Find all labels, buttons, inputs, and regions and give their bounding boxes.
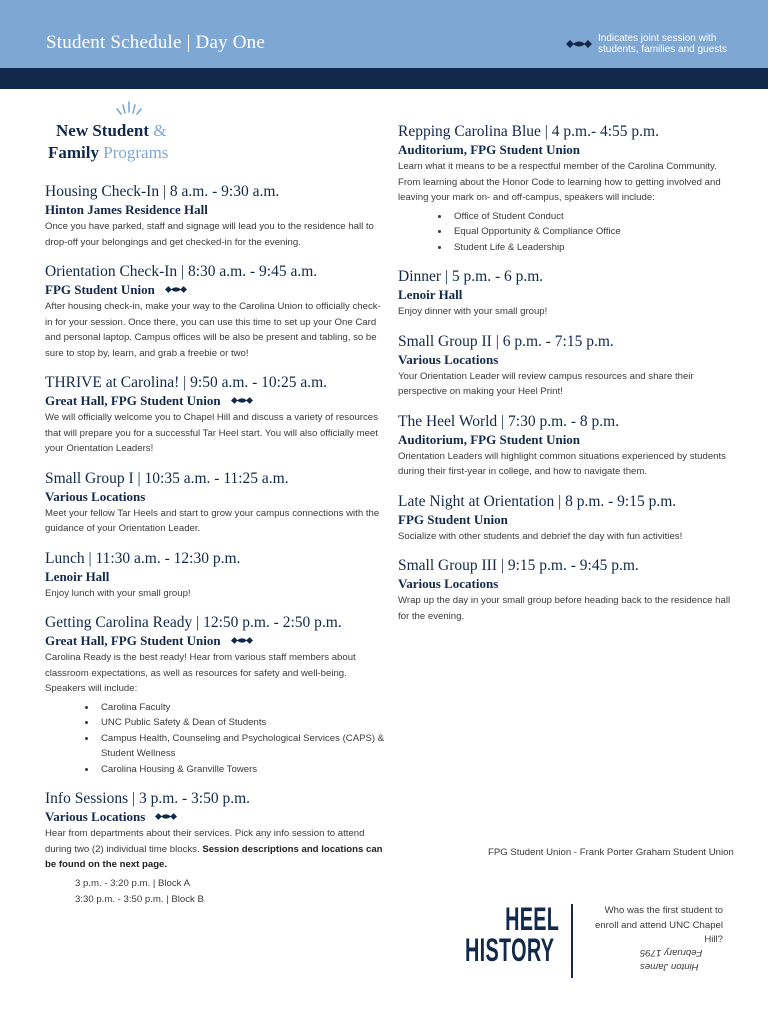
answer-date: February 1795 (640, 947, 703, 959)
session-location: Great Hall, FPG Student Union (45, 633, 221, 648)
joint-session-icon (231, 636, 253, 645)
session-location: Lenoir Hall (45, 568, 110, 584)
heel-history-answer (640, 946, 724, 973)
session-description: Enjoy lunch with your small group! (45, 587, 191, 599)
session-title: Small Group I | 10:35 a.m. - 11:25 a.m. (45, 469, 289, 487)
session-small-group-3 (398, 556, 738, 624)
session-description: We will officially welcome you to Chapel Hill and discuss a variety of resources that will prepare you for a successful Tar Heel start. You will also officially meet your Orientation Leaders! (45, 412, 378, 454)
session-small-group-2 (398, 332, 738, 400)
header-bar (0, 0, 768, 68)
session-location: Auditorium, FPG Student Union (398, 142, 581, 157)
session-description: Once you have parked, staff and signage will lead you to the residence hall to drop-off your belongings and get checked-in for the evening. (45, 221, 374, 248)
session-location: Great Hall, FPG Student Union (45, 393, 221, 408)
session-title: The Heel World | 7:30 p.m. - 8 p.m. (398, 412, 620, 430)
session-the-heel-world (398, 412, 738, 480)
session-location: Lenoir Hall (398, 287, 463, 302)
session-title: Dinner | 5 p.m. - 6 p.m. (398, 268, 544, 285)
list-item: • Carolina Faculty (97, 700, 385, 716)
session-description: Your Orientation Leader will review campus resources and share their perspective on making your Heel Print! (398, 370, 694, 397)
session-location: FPG Student Union (45, 282, 155, 297)
list-item: • Campus Health, Counseling and Psychological Services (CAPS) & Student Wellness (97, 731, 385, 762)
session-description: Wrap up the day in your small group before heading back to the residence hall for the evening. (398, 595, 731, 622)
logo-new-student: New Student (56, 121, 150, 140)
session-location: Auditorium, FPG Student Union (398, 431, 581, 447)
time-blocks (45, 876, 385, 908)
list-item: • UNC Public Safety & Dean of Students (97, 715, 385, 731)
session-info-sessions (45, 789, 385, 908)
session-location: Various Locations (398, 351, 499, 367)
time-block-a: 3 p.m. - 3:20 p.m. | Block A (75, 877, 190, 889)
right-column-schedule (398, 122, 738, 636)
session-description: Learn what it means to be a respectful member of the Carolina Community. From learning about the Honor Code to learning how to getting involved and leaving your mark on- and off-campus, speakers will include: (398, 161, 721, 203)
session-location: Various Locations (45, 488, 146, 504)
list-item: • Carolina Housing & Granville Towers (97, 762, 385, 778)
fpg-footnote: FPG Student Union - Frank Porter Graham Student Union (488, 847, 734, 858)
session-title: Lunch | 11:30 a.m. - 12:30 p.m. (45, 549, 241, 567)
session-title: Repping Carolina Blue | 4 p.m.- 4:55 p.m. (398, 123, 659, 140)
sun-rays-icon (114, 100, 144, 116)
answer-name: Hinton James (640, 961, 699, 972)
speaker-list (45, 700, 385, 778)
navy-divider-bar (0, 68, 768, 89)
heel-history-wordmark (465, 901, 560, 968)
joint-session-legend (566, 33, 727, 55)
session-thrive-at-carolina (45, 373, 385, 457)
logo-family: Family (48, 143, 99, 162)
session-title: Small Group III | 9:15 p.m. - 9:45 p.m. (398, 557, 639, 574)
heel-history-line1: HEEL (505, 901, 560, 937)
session-description: Carolina Ready is the best ready! Hear from various staff members about classroom expectations, as well as resources for safety and well-being. Speakers will include: (45, 652, 356, 694)
session-location: Various Locations (45, 809, 146, 824)
list-item: • Equal Opportunity & Compliance Office (450, 224, 738, 240)
session-location: FPG Student Union (398, 511, 508, 527)
list-item: • Office of Student Conduct (450, 209, 738, 225)
time-block-b: 3:30 p.m. - 3:50 p.m. | Block B (75, 893, 204, 905)
session-late-night-at-orientation (398, 492, 738, 545)
legend-text-line2: students, families and guests (598, 44, 727, 55)
session-title: Getting Carolina Ready | 12:50 p.m. - 2:50 p.m. (45, 614, 342, 631)
session-title: Housing Check-In | 8 a.m. - 9:30 a.m. (45, 183, 280, 200)
session-description: Enjoy dinner with your small group! (398, 306, 548, 317)
session-title: Orientation Check-In | 8:30 a.m. - 9:45 a.m. (45, 263, 318, 280)
session-title: THRIVE at Carolina! | 9:50 a.m. - 10:25 a.m. (45, 374, 328, 391)
list-item: • Student Life & Leadership (450, 240, 738, 256)
legend-text-line1: Indicates joint session with (598, 33, 717, 44)
left-column-schedule (45, 182, 385, 920)
session-repping-carolina-blue (398, 122, 738, 255)
session-small-group-1 (45, 469, 385, 537)
joint-session-icon (165, 285, 187, 294)
session-orientation-check-in (45, 262, 385, 361)
page-title: Student Schedule | Day One (46, 32, 266, 53)
session-lunch (45, 549, 385, 602)
session-title: Small Group II | 6 p.m. - 7:15 p.m. (398, 332, 614, 350)
session-title: Late Night at Orientation | 8 p.m. - 9:15 p.m. (398, 492, 677, 510)
joint-session-icon (155, 812, 177, 821)
session-housing-check-in (45, 182, 385, 250)
logo-programs: Programs (103, 143, 169, 162)
session-description: Orientation Leaders will highlight common situations experienced by students during their first-year in college, and how to navigate them. (398, 450, 726, 477)
session-title: Info Sessions | 3 p.m. - 3:50 p.m. (45, 790, 251, 807)
session-dinner (398, 267, 738, 320)
heel-history-divider (571, 904, 573, 978)
session-description: Socialize with other students and debrief the day with fun activities! (398, 530, 683, 542)
logo-ampersand: & (153, 121, 167, 140)
heel-history-question: Who was the first student to enroll and attend UNC Chapel Hill? (595, 905, 723, 945)
session-description: Hear from departments about their services. Pick any info session to attend during two (2) individual time blocks. (45, 828, 365, 855)
new-student-family-programs-logo (46, 100, 236, 164)
session-getting-carolina-ready (45, 613, 385, 777)
speaker-list (398, 209, 738, 256)
session-description: After housing check-in, make your way to the Carolina Union to officially check-in for your session. Once there, you can use this time to set up your One Card and personal laptop. Campus offices will be also be present and tabling, so be sure to stop by, learn, and grab a freebie or two! (45, 301, 381, 359)
heel-history-line2: HISTORY (465, 932, 555, 968)
session-description: Meet your fellow Tar Heels and start to grow your campus connections with the guidance of your Orientation Leader. (45, 507, 380, 534)
session-location: Various Locations (398, 576, 499, 591)
session-location: Hinton James Residence Hall (45, 202, 208, 217)
joint-session-icon (566, 39, 592, 49)
session-description-bold: Session descriptions and locations can be found on the next page. (45, 843, 383, 870)
joint-session-icon (231, 396, 253, 405)
